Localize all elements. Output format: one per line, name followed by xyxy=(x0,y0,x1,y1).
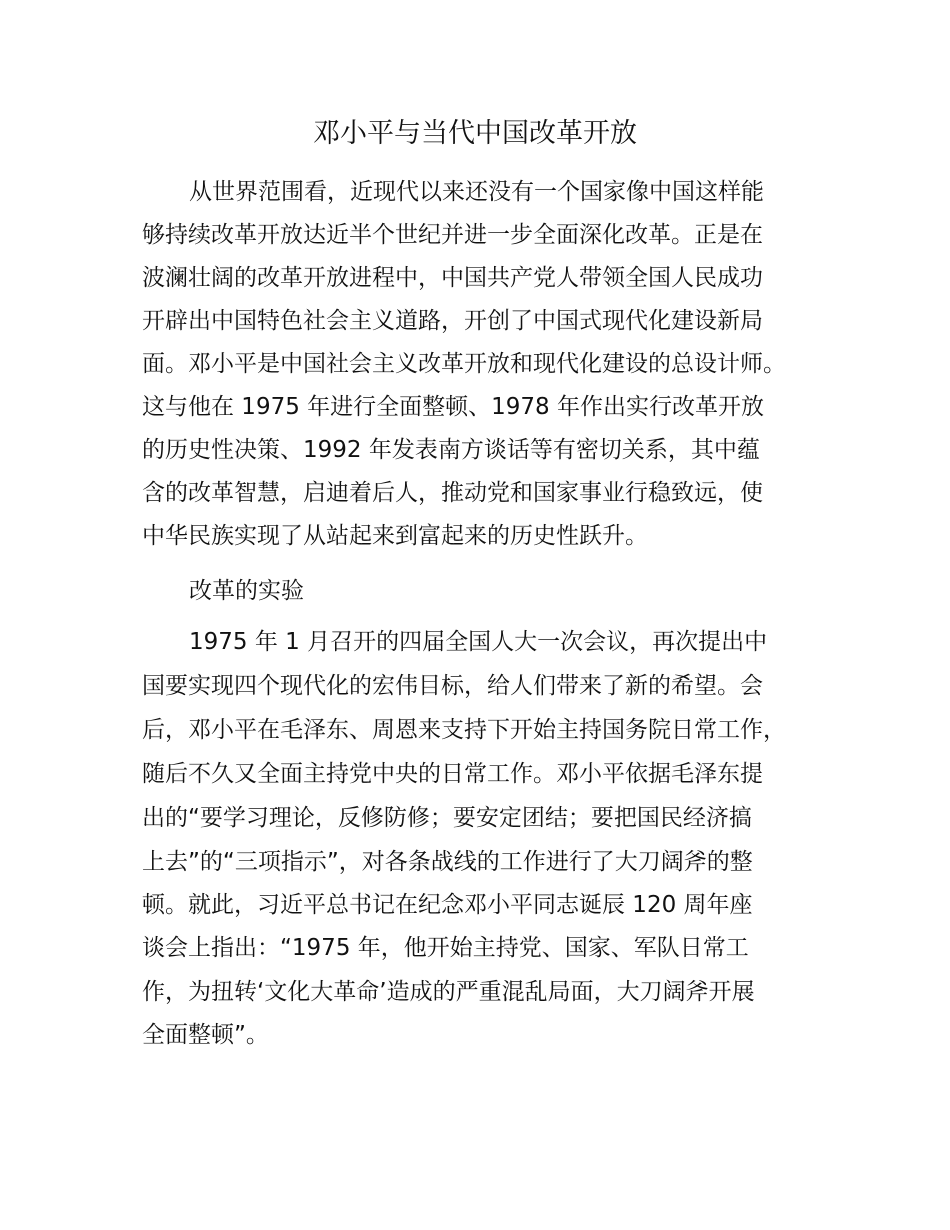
document-title: 邓小平与当代中国改革开放 xyxy=(313,118,637,149)
paragraph-2-line-3: 后，邓小平在毛泽东、周恩来支持下开始主持国务院日常工作， xyxy=(142,717,786,743)
paragraph-1-line-1: 从世界范围看，近现代以来还没有一个国家像中国这样能 xyxy=(189,179,764,205)
paragraph-2-line-4: 随后不久又全面主持党中央的日常工作。邓小平依据毛泽东提 xyxy=(142,761,763,787)
paragraph-1-line-4: 开辟出中国特色社会主义道路，开创了中国式现代化建设新局 xyxy=(142,308,763,334)
paragraph-2-line-2: 国要实现四个现代化的宏伟目标，给人们带来了新的希望。会 xyxy=(142,673,763,699)
paragraph-1-line-5: 面。邓小平是中国社会主义改革开放和现代化建设的总设计师。 xyxy=(142,351,786,377)
paragraph-2-line-9: 作，为扭转‘文化大革命’造成的严重混乱局面，大刀阔斧开展 xyxy=(142,979,755,1005)
paragraph-2-line-5: 出的“要学习理论，反修防修；要安定团结；要把国民经济搞 xyxy=(142,805,752,831)
section-heading: 改革的实验 xyxy=(189,578,304,604)
paragraph-2-line-6: 上去”的“三项指示”，对各条战线的工作进行了大刀阔斧的整 xyxy=(142,849,753,875)
paragraph-1-line-6: 这与他在 1975 年进行全面整顿、1978 年作出实行改革开放 xyxy=(142,394,764,420)
paragraph-1-line-3: 波澜壮阔的改革开放进程中，中国共产党人带领全国人民成功 xyxy=(142,265,763,291)
paragraph-1-line-9: 中华民族实现了从站起来到富起来的历史性跃升。 xyxy=(142,523,648,549)
paragraph-1-line-7: 的历史性决策、1992 年发表南方谈话等有密切关系，其中蕴 xyxy=(142,437,760,463)
paragraph-2-line-10: 全面整顿”。 xyxy=(142,1022,269,1048)
paragraph-1-line-8: 含的改革智慧，启迪着后人，推动党和国家事业行稳致远，使 xyxy=(142,480,763,506)
paragraph-1-line-2: 够持续改革开放达近半个世纪并进一步全面深化改革。正是在 xyxy=(142,222,763,248)
paragraph-2-line-8: 谈会上指出：“1975 年，他开始主持党、国家、军队日常工 xyxy=(142,935,749,961)
paragraph-2-line-1: 1975 年 1 月召开的四届全国人大一次会议，再次提出中 xyxy=(189,629,768,655)
paragraph-2-line-7: 顿。就此，习近平总书记在纪念邓小平同志诞辰 120 周年座 xyxy=(142,892,753,918)
